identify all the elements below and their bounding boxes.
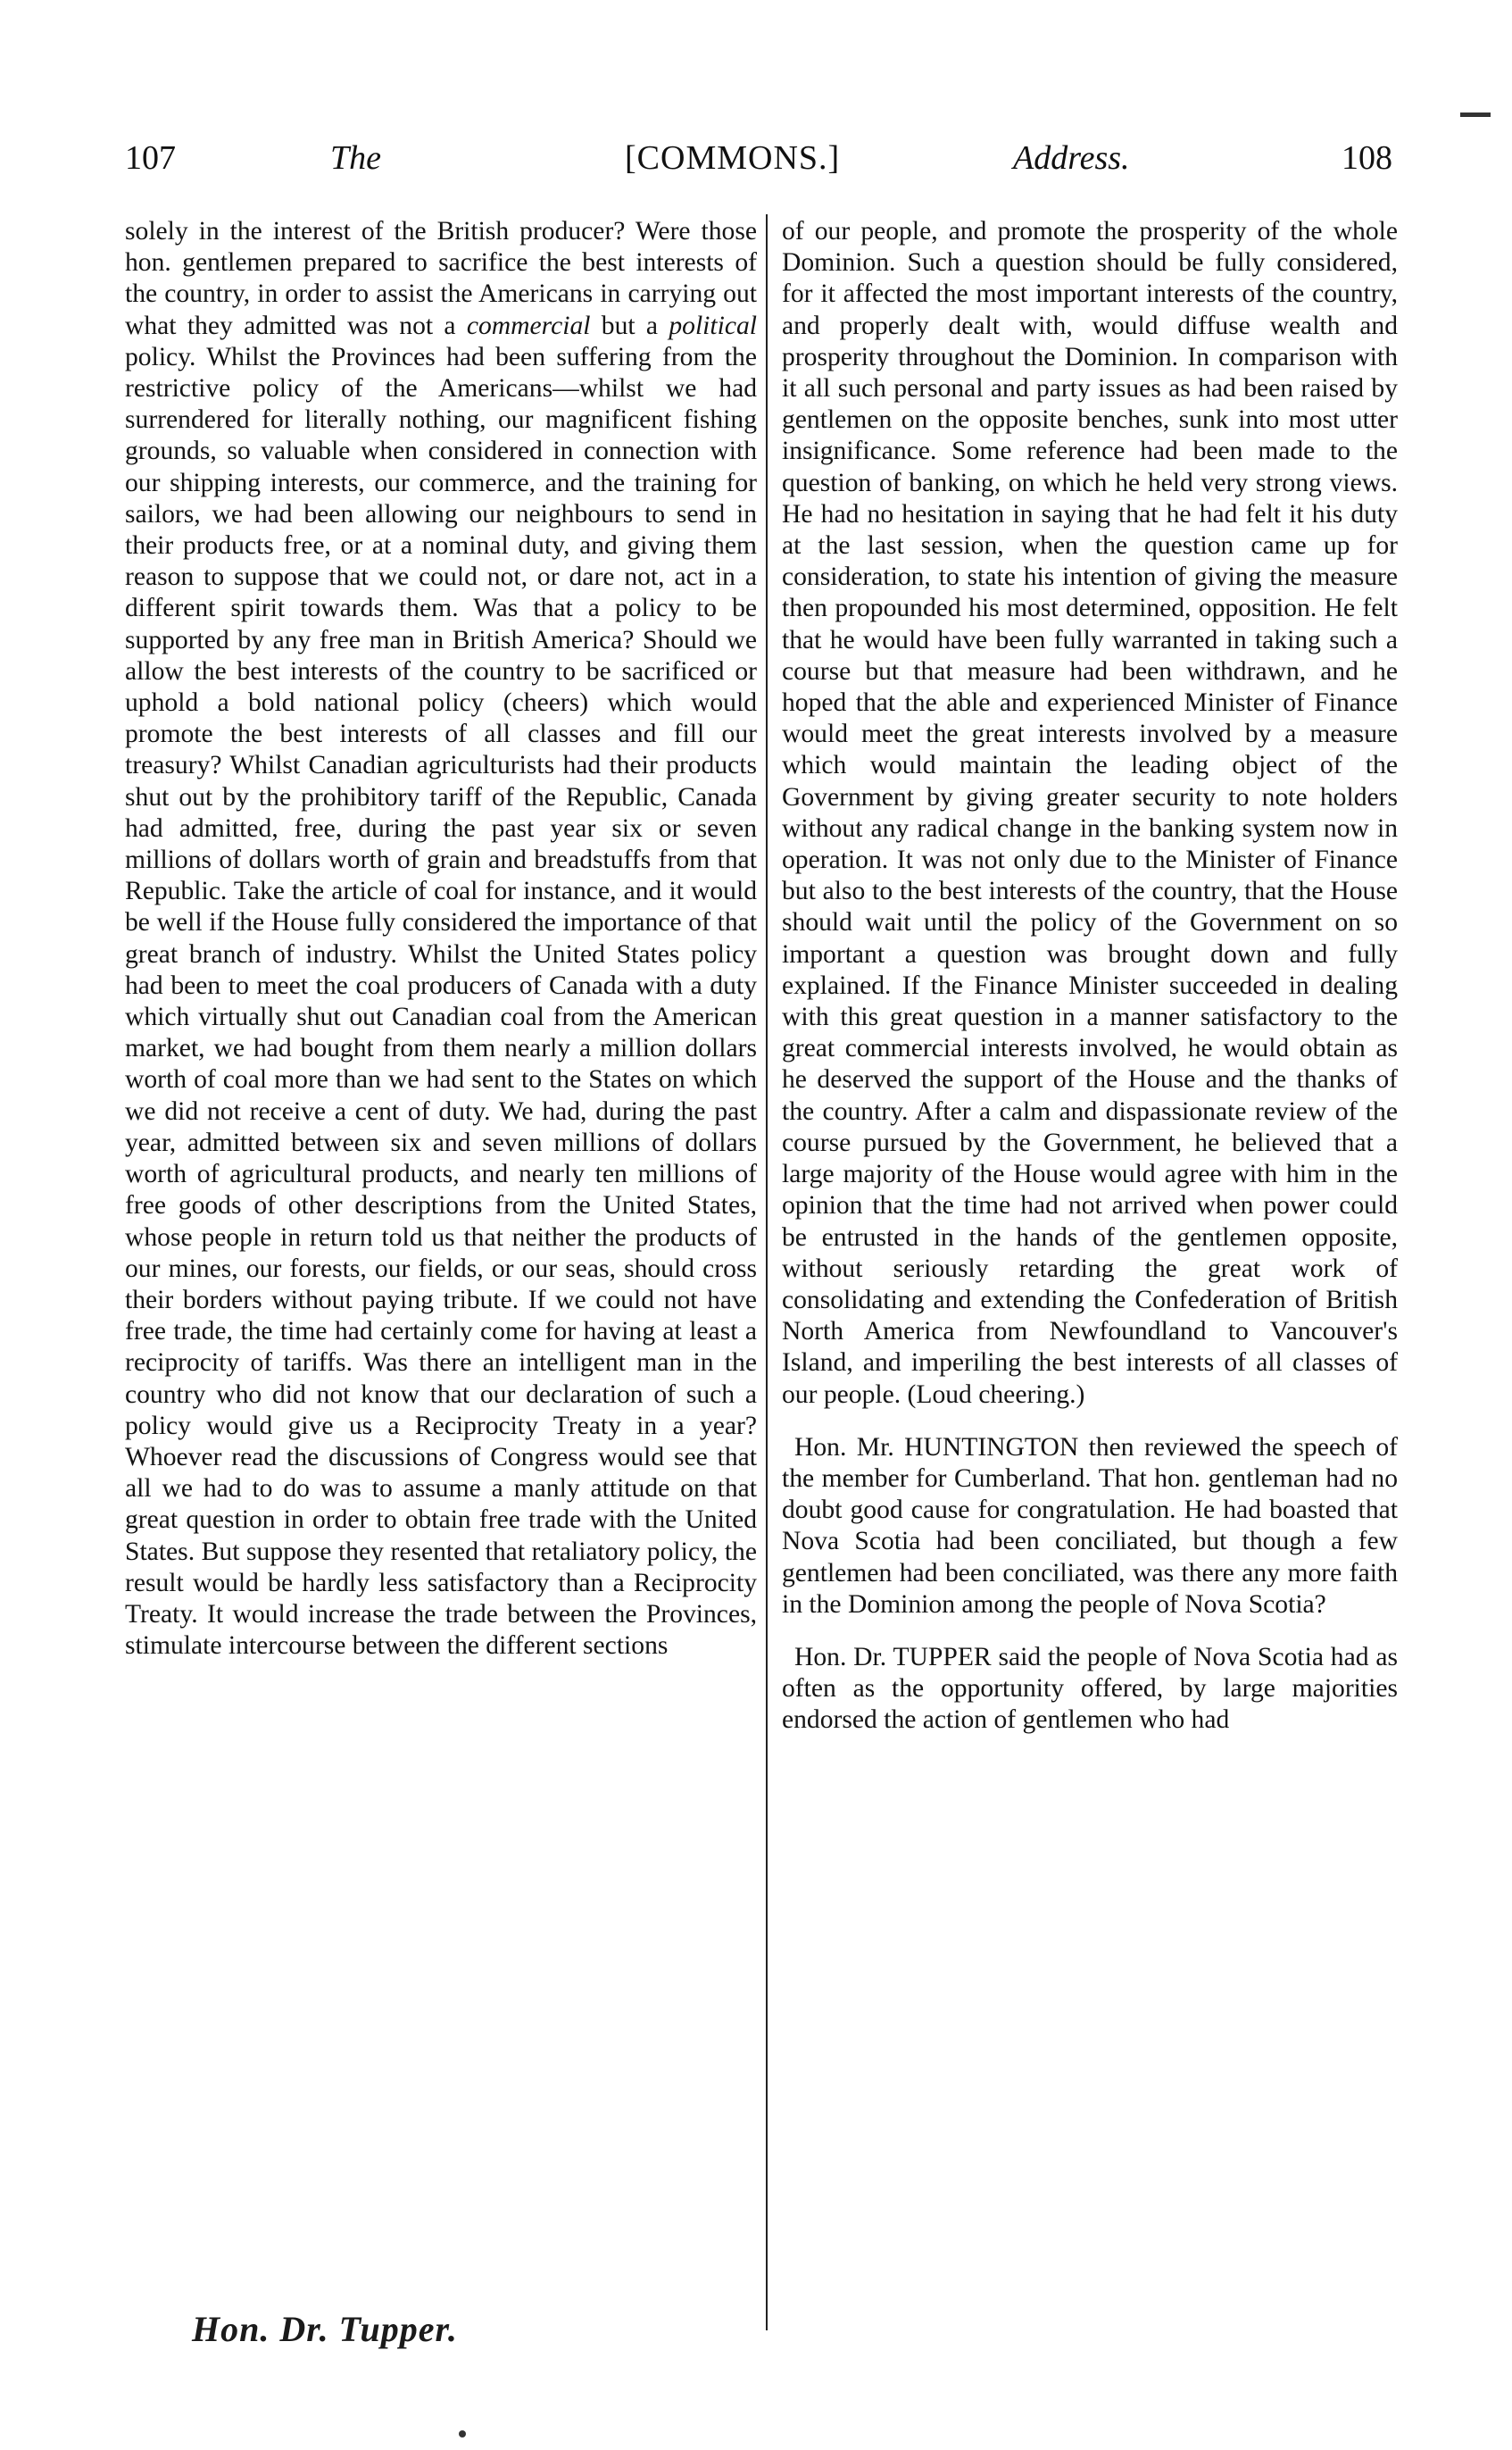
right-column [782, 216, 1398, 2332]
running-head-the: The [330, 139, 381, 177]
emphasis-political: political [669, 311, 757, 340]
running-head-commons: [COMMONS.] [625, 139, 841, 177]
emphasis-commercial: commercial [466, 311, 591, 340]
handwritten-signature: Hon. Dr. Tupper. [192, 2309, 458, 2349]
page-number-left: 107 [125, 139, 176, 177]
margin-dot [459, 2430, 466, 2438]
running-head-address: Address. [1013, 139, 1130, 177]
page-number-right: 108 [1342, 139, 1392, 177]
right-paragraph-1: of our people, and promote the prosperity of the whole Dominion. Such a question should be fully considered, for it affected the most important interests of the country, and properly dealt with, would diffuse wealth and prosperity throughout the Dominion. In comparison with it all such personal and party issues as had been raised by gentlemen on the opposite benches, sunk into most utter insignificance. Some reference had been made to the question of banking, on which he held very strong views. He had no hesitation in saying that he had felt it his duty at the last session, when the question came up for consideration, to state his intention of giving the measure then propounded his most determined, opposition. He felt that he would have been fully warranted in taking such a course but that measure had been withdrawn, and he hoped that the able and experienced Minister of Finance would meet the great interests involved by a measure which would maintain the leading object of the Government by giving greater security to note holders without any radical change in the banking system now in operation. It was not only due to the Minister of Finance but also to the best interests of the country, that the House should wait until the policy of the Government on so important a question was brought down and fully explained. If the Finance Minister succeeded in dealing with this great question in a manner satisfactory to the great commercial interests involved, he would obtain as he deserved the support of the House and the thanks of the country. After a calm and dispassionate review of the course pursued by the Government, he believed that a large majority of the House would agree with him in the opinion that the time had not arrived when power could be entrusted in the hands of the gentlemen opposite, without seriously retarding the great work of consolidating and extending the Confederation of British North America from Newfoundland to Vancouver's Island, and imperiling the best interests of all classes of our people. (Loud cheering.) [782, 217, 1398, 1409]
left-column [125, 216, 757, 2332]
left-paragraph [125, 216, 757, 1662]
margin-mark [1460, 112, 1491, 117]
right-paragraph-tupper: Hon. Dr. TUPPER said the people of Nova Scotia had as often as the opportunity offered, by large majorities endorsed the action of gentlemen who had [782, 1642, 1398, 1735]
page-header [125, 138, 1392, 192]
right-paragraph-huntington: Hon. Mr. HUNTINGTON then reviewed the speech of the member for Cumberland. That hon. gentleman had no doubt good cause for congratulation. He had boasted that Nova Scotia had been conciliated, but though a few gentlemen had been conciliated, was there any more faith in the Dominion among the people of Nova Scotia? [782, 1432, 1398, 1619]
left-text-b: but a [590, 311, 669, 340]
column-divider [766, 214, 768, 2330]
left-text-c: policy. Whilst the Provinces had been suffering from the restrictive policy of the Americans—whilst we had surrendered for literally nothing, our magnificent fishing grounds, so valuable when considered in connection with our shipping interests, our commerce, and the training for sailors, we had been allowing our neighbours to send in their products free, or at a nominal duty, and giving them reason to suppose that we could not, or dare not, act in a different spirit towards them. Was that a policy to be supported by any free man in British America? Should we allow the best interests of the country to be sacrificed or uphold a bold national policy (cheers) which would promote the best interests of all classes and fill our treasury? Whilst Canadian agriculturists had their products shut out by the prohibitory tariff of the Republic, Canada had admitted, free, during the past year six or seven millions of dollars worth of grain and breadstuffs from that Republic. Take the article of coal for instance, and it would be well if the House fully considered the importance of that great branch of industry. Whilst the United States policy had been to meet the coal producers of Canada with a duty which virtually shut out Canadian coal from the American market, we had bought from them nearly a million dollars worth of coal more than we had sent to the States on which we did not receive a cent of duty. We had, during the past year, admitted between six and seven millions of dollars worth of agricultural products, and nearly ten millions of free goods of other descriptions from the United States, whose people in return told us that neither the products of our mines, our forests, our fields, or our seas, should cross their borders without paying tribute. If we could not have free trade, the time had certainly come for having at least a reciprocity of tariffs. Was there an intelligent man in the country who did not know that our declaration of such a policy would give us a Reciprocity Treaty in a year? Whoever read the discussions of Congress would see that all we had to do was to assume a manly attitude on that great question in order to obtain free trade with the United States. But suppose they resented that retaliatory policy, the result would be hardly less satisfactory than a Reciprocity Treaty. It would increase the trade between the Provinces, stimulate intercourse between the different sections [125, 342, 757, 1661]
left-text-a: solely in the interest of the British producer? Were those hon. gentlemen prepared to sacrifice the best interests of the country, in order to assist the Americans in carrying out what they admitted was not a [125, 217, 757, 340]
